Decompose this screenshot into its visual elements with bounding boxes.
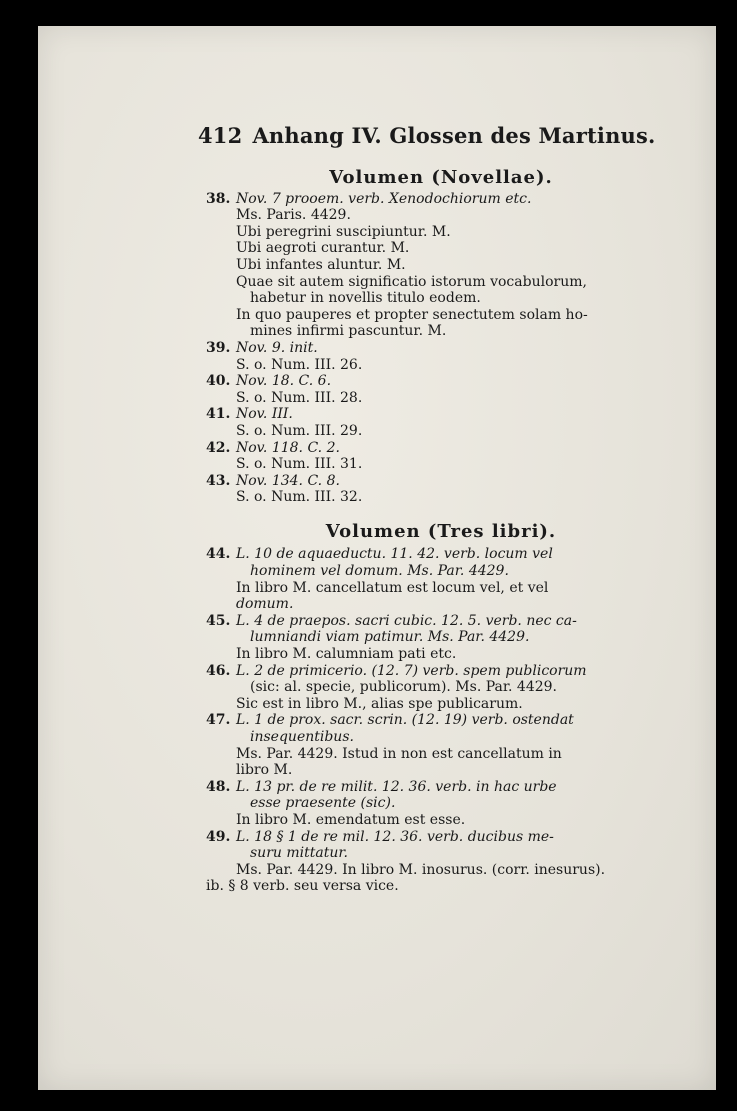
entry-line: lumniandi viam patimur. Ms. Par. 4429. (250, 629, 530, 646)
entry-line: domum. (236, 596, 294, 613)
entry-line: hominem vel domum. Ms. Par. 4429. (250, 563, 509, 580)
entry-line: L. 4 de praepos. sacri cubic. 12. 5. verb. nec ca- (236, 612, 577, 629)
entry-38 (206, 190, 636, 340)
entry-number: 42. (206, 439, 231, 456)
entry-line: In libro M. calumniam pati etc. (236, 646, 457, 663)
entry-line: Nov. III. (236, 406, 293, 423)
entry-line: Nov. 134. C. 8. (236, 472, 340, 489)
entry-45 (206, 612, 636, 663)
section-title-tres-libri: Volumen (Tres libri). (325, 520, 557, 542)
entry-number: 47. (206, 712, 231, 729)
page-content (206, 167, 636, 895)
entry-line: Ms. Par. 4429. Istud in non est cancellatum in (236, 745, 562, 762)
entry-line: Nov. 9. init. (236, 339, 318, 356)
entry-line: libro M. (236, 762, 293, 779)
entry-line: (sic: al. specie, publicorum). Ms. Par. 4429. (250, 679, 557, 696)
entry-number: 43. (206, 472, 231, 489)
entry-number: 39. (206, 339, 231, 356)
entry-40 (206, 373, 636, 406)
entry-line: Ubi peregrini suscipiuntur. M. (236, 223, 451, 240)
entry-line: suru mittatur. (250, 845, 348, 862)
entry-39 (206, 339, 636, 373)
entry-44 (206, 546, 636, 613)
entry-line: L. 2 de primicerio. (12. 7) verb. spem publicorum (236, 662, 587, 679)
entry-line: esse praesente (sic). (250, 795, 396, 812)
entry-line: Nov. 7 prooem. verb. Xenodochiorum etc. (236, 190, 532, 207)
entry-48 (206, 778, 636, 829)
entry-line: ib. § 8 verb. seu versa vice. (206, 878, 399, 895)
entry-41 (206, 406, 636, 439)
entry-number: 41. (206, 406, 231, 423)
entry-line: habetur in novellis titulo eodem. (250, 290, 481, 307)
entry-line: Ubi infantes aluntur. M. (236, 256, 406, 273)
entry-line: Sic est in libro M., alias spe publicarum. (236, 695, 523, 712)
entry-46 (206, 662, 636, 713)
entry-line: L. 18 § 1 de re mil. 12. 36. verb. ducibus me- (236, 828, 554, 845)
entry-line: mines infirmi pascuntur. M. (250, 323, 447, 340)
running-head (198, 123, 658, 148)
entry-line: In quo pauperes et propter senectutem solam ho- (236, 306, 588, 323)
entry-42 (206, 439, 636, 473)
entry-line: insequentibus. (250, 729, 354, 745)
entry-line: Nov. 18. C. 6. (236, 373, 332, 390)
entry-47 (206, 712, 636, 779)
entry-line: Quae sit autem significatio istorum vocabulorum, (236, 273, 587, 290)
entry-line: Ms. Par. 4429. In libro M. inosurus. (corr. inesurus). (236, 861, 606, 878)
section-title-novellae: Volumen (Novellae). (329, 167, 553, 188)
entry-line: S. o. Num. III. 28. (236, 389, 363, 406)
entry-line: Ubi aegroti curantur. M. (236, 240, 410, 257)
entry-line: L. 10 de aquaeductu. 11. 42. verb. locum vel (236, 546, 553, 563)
entry-number: 44. (206, 546, 231, 563)
entry-number: 38. (206, 190, 231, 207)
entry-line: S. o. Num. III. 32. (236, 489, 363, 506)
page-number: 412 (198, 123, 243, 148)
entry-line: L. 1 de prox. sacr. scrin. (12. 19) verb. ostendat (236, 712, 574, 729)
entry-49 (206, 828, 636, 895)
entry-number: 40. (206, 373, 231, 390)
entry-line: In libro M. cancellatum est locum vel, et vel (236, 579, 549, 596)
entry-43 (206, 472, 636, 506)
entry-line: Nov. 118. C. 2. (236, 439, 340, 456)
entry-number: 49. (206, 828, 231, 845)
entry-number: 48. (206, 778, 231, 795)
page-title: Anhang IV. Glossen des Martinus. (252, 123, 656, 148)
entry-line: L. 13 pr. de re milit. 12. 36. verb. in hac urbe (236, 778, 557, 795)
entry-line: Ms. Paris. 4429. (236, 207, 351, 224)
entry-number: 46. (206, 662, 231, 679)
entry-line: S. o. Num. III. 26. (236, 356, 363, 373)
entry-number: 45. (206, 612, 231, 629)
entry-line: In libro M. emendatum est esse. (236, 811, 466, 828)
entry-line: S. o. Num. III. 31. (236, 456, 363, 473)
entry-line: S. o. Num. III. 29. (236, 422, 363, 439)
